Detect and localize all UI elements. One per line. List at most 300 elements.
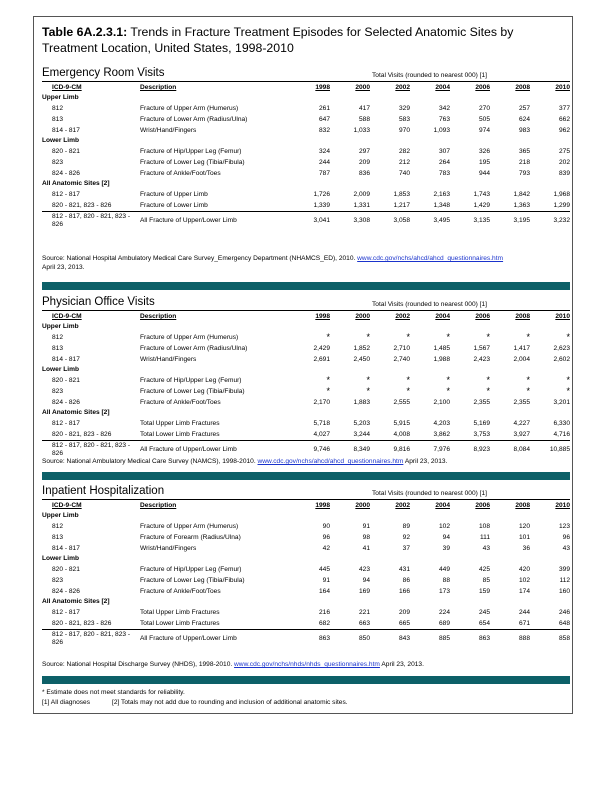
col-header-year: 2008 [515, 84, 530, 91]
value-cell: 8,349 [330, 441, 370, 460]
value-cell: 2,555 [393, 399, 410, 406]
footnote-totals: [2] Totals may not add due to rounding and inclusion of additional anatomic sites. [112, 699, 348, 706]
value-cell: 2,623 [553, 345, 570, 352]
value-cell: 307 [438, 148, 450, 155]
value-cell: 244 [518, 609, 530, 616]
row-description: Fracture of Upper Arm (Humerus) [140, 334, 239, 341]
row-description: Fracture of Hip/Upper Leg (Femur) [140, 566, 242, 573]
value-cell: 37 [402, 545, 410, 552]
value-cell: * [526, 386, 530, 396]
col-header-year: 2004 [435, 313, 450, 320]
value-cell: 329 [398, 105, 410, 112]
col-header-year: 2010 [555, 84, 570, 91]
col-header-year: 1998 [315, 84, 330, 91]
icd-code: 824 - 826 [52, 399, 80, 406]
value-cell: 221 [358, 609, 370, 616]
row-description: Fracture of Lower Limb [140, 202, 208, 209]
value-cell: 246 [558, 609, 570, 616]
value-cell: 962 [558, 127, 570, 134]
value-cell: 839 [558, 170, 570, 177]
col-header-year: 2002 [395, 502, 410, 509]
group-row [42, 511, 570, 521]
value-cell: 9,816 [370, 441, 410, 460]
value-cell: 863 [290, 630, 330, 649]
row-description: Fracture of Ankle/Foot/Toes [140, 170, 221, 177]
value-cell: 166 [398, 588, 410, 595]
table-row [42, 354, 570, 365]
icd-code: 820 - 821, 823 - 826 [52, 431, 112, 438]
value-cell: 7,976 [410, 441, 450, 460]
value-cell: 3,232 [530, 212, 570, 231]
icd-code: 814 - 817 [52, 356, 80, 363]
value-cell: 195 [478, 159, 490, 166]
value-cell: 101 [518, 534, 530, 541]
value-cell: 96 [322, 534, 330, 541]
icd-code: 812 [52, 105, 64, 112]
row-description: Wrist/Hand/Fingers [140, 545, 197, 552]
col-header-year: 2000 [355, 84, 370, 91]
value-cell: 4,008 [393, 431, 410, 438]
group-label: Upper Limb [42, 94, 79, 101]
value-cell: 2,100 [433, 399, 450, 406]
group-label: Lower Limb [42, 555, 79, 562]
value-cell: 159 [478, 588, 490, 595]
value-cell: 41 [362, 545, 370, 552]
value-cell: 624 [518, 116, 530, 123]
value-cell: 648 [558, 620, 570, 627]
group-row [42, 322, 570, 332]
value-cell: 793 [518, 170, 530, 177]
value-cell: 3,244 [353, 431, 370, 438]
value-cell: 4,227 [513, 420, 530, 427]
value-cell: * [486, 332, 490, 342]
value-cell: 689 [438, 620, 450, 627]
value-cell: 3,495 [410, 212, 450, 231]
value-cell: 10,885 [530, 441, 570, 460]
table-row [42, 332, 570, 343]
table-row [42, 189, 570, 200]
value-cell: * [526, 332, 530, 342]
group-row [42, 93, 570, 103]
value-cell: * [446, 386, 450, 396]
data-table [42, 311, 570, 459]
value-cell: 86 [402, 577, 410, 584]
icd-code: 812 - 817, 820 - 821, 823 - 826 [42, 212, 140, 231]
group-label: Upper Limb [42, 323, 79, 330]
value-cell: 1,339 [313, 202, 330, 209]
col-header-year: 2006 [475, 502, 490, 509]
value-cell: 342 [438, 105, 450, 112]
group-label: All Anatomic Sites [2] [42, 409, 110, 416]
icd-code: 814 - 817 [52, 127, 80, 134]
icd-code: 813 [52, 534, 64, 541]
icd-code: 820 - 821 [52, 566, 80, 573]
value-cell: 174 [518, 588, 530, 595]
value-cell: 5,718 [313, 420, 330, 427]
icd-code: 820 - 821, 823 - 826 [52, 620, 112, 627]
value-cell: 8,923 [450, 441, 490, 460]
value-cell: 1,852 [353, 345, 370, 352]
value-cell: 2,450 [353, 356, 370, 363]
icd-code: 823 [52, 388, 64, 395]
row-description: Total Lower Limb Fractures [140, 431, 220, 438]
value-cell: 9,746 [290, 441, 330, 460]
value-cell: 425 [478, 566, 490, 573]
value-cell: 420 [518, 566, 530, 573]
value-cell: 202 [558, 159, 570, 166]
value-cell: 763 [438, 116, 450, 123]
value-cell: 1,363 [513, 202, 530, 209]
footnote-estimate: * Estimate does not meet standards for reliability. [42, 689, 185, 696]
table-row [42, 618, 570, 630]
col-header-year: 2000 [355, 313, 370, 320]
value-cell: * [566, 375, 570, 385]
row-description: Fracture of Hip/Upper Leg (Femur) [140, 148, 242, 155]
value-cell: 1,417 [513, 345, 530, 352]
group-row [42, 597, 570, 607]
value-cell: 1,485 [433, 345, 450, 352]
section-title: Physician Office Visits [42, 296, 155, 308]
value-cell: 160 [558, 588, 570, 595]
source-link-physician-office[interactable]: www.cdc.gov/nchs/ahcd/ahcd_questionnaires.htm [257, 458, 404, 465]
value-cell: 505 [478, 116, 490, 123]
value-cell: 1,988 [433, 356, 450, 363]
value-cell: * [366, 375, 370, 385]
source-emergency-room: Source: National Hospital Ambulatory Medical Care Survey_Emergency Department (NHAMCS_ED), 2010. www.cdc.gov/nchs/ahcd/ahcd_questionnaires.htm April 23, 2013. [42, 255, 504, 271]
col-header-year: 2000 [355, 502, 370, 509]
value-cell: 3,195 [490, 212, 530, 231]
value-cell: 2,355 [513, 399, 530, 406]
value-cell: 1,567 [473, 345, 490, 352]
table-row [42, 114, 570, 125]
value-cell: 2,710 [393, 345, 410, 352]
row-description: Fracture of Upper Arm (Humerus) [140, 523, 239, 530]
col-header-year: 2002 [395, 84, 410, 91]
section-subtitle: Total Visits (rounded to nearest 000) [1] [372, 72, 487, 79]
value-cell: 39 [442, 545, 450, 552]
icd-code: 820 - 821 [52, 148, 80, 155]
col-header-year: 2006 [475, 313, 490, 320]
row-description: Fracture of Lower Leg (Tibia/Fibula) [140, 388, 245, 395]
value-cell: 2,423 [473, 356, 490, 363]
value-cell: 832 [318, 127, 330, 134]
value-cell: 445 [318, 566, 330, 573]
table-row [42, 343, 570, 354]
table-header-row [42, 500, 570, 511]
table-header-row [42, 82, 570, 93]
value-cell: * [446, 375, 450, 385]
value-cell: 3,753 [473, 431, 490, 438]
col-header-year: 2010 [555, 313, 570, 320]
row-description: Fracture of Lower Leg (Tibia/Fibula) [140, 159, 245, 166]
group-row [42, 365, 570, 375]
section-divider-bar [42, 676, 570, 684]
row-description: Total Lower Limb Fractures [140, 620, 220, 627]
icd-code: 813 [52, 345, 64, 352]
table-row [42, 386, 570, 397]
value-cell: 850 [330, 630, 370, 649]
icd-code: 812 - 817 [52, 609, 80, 616]
value-cell: 2,602 [553, 356, 570, 363]
table-row [42, 586, 570, 597]
icd-code: 812 [52, 334, 64, 341]
value-cell: 94 [362, 577, 370, 584]
icd-code: 824 - 826 [52, 588, 80, 595]
value-cell: 974 [478, 127, 490, 134]
value-cell: 92 [402, 534, 410, 541]
section-title: Inpatient Hospitalization [42, 485, 165, 497]
col-header-description: Description [140, 502, 177, 509]
value-cell: 663 [358, 620, 370, 627]
icd-code: 824 - 826 [52, 170, 80, 177]
value-cell: * [486, 375, 490, 385]
icd-code: 813 [52, 116, 64, 123]
value-cell: 365 [518, 148, 530, 155]
value-cell: 4,027 [313, 431, 330, 438]
value-cell: * [526, 375, 530, 385]
source-link-inpatient[interactable]: www.cdc.gov/nchs/nhds/nhds_questionnaires.htm [234, 661, 380, 668]
value-cell: 257 [518, 105, 530, 112]
col-header-year: 2008 [515, 502, 530, 509]
value-cell: 324 [318, 148, 330, 155]
value-cell: 85 [482, 577, 490, 584]
table-row [42, 157, 570, 168]
col-header-year: 2006 [475, 84, 490, 91]
value-cell: 326 [478, 148, 490, 155]
value-cell: 843 [370, 630, 410, 649]
value-cell: 2,355 [473, 399, 490, 406]
value-cell: * [326, 375, 330, 385]
value-cell: 102 [518, 577, 530, 584]
value-cell: 43 [482, 545, 490, 552]
icd-code: 812 - 817, 820 - 821, 823 - 826 [42, 441, 140, 460]
value-cell: 112 [559, 577, 570, 584]
value-cell: 2,170 [313, 399, 330, 406]
value-cell: 89 [402, 523, 410, 530]
value-cell: 88 [442, 577, 450, 584]
row-description: Fracture of Forearm (Radius/Ulna) [140, 534, 241, 541]
col-header-description: Description [140, 84, 177, 91]
value-cell: 120 [518, 523, 530, 530]
table-row [42, 543, 570, 554]
col-header-year: 2004 [435, 502, 450, 509]
table-row [42, 212, 570, 231]
value-cell: 885 [410, 630, 450, 649]
value-cell: 423 [358, 566, 370, 573]
source-link-emergency-room[interactable]: www.cdc.gov/nchs/ahcd/ahcd_questionnaires.htm [357, 255, 504, 262]
value-cell: 1,093 [433, 127, 450, 134]
table-row [42, 375, 570, 386]
value-cell: 98 [362, 534, 370, 541]
value-cell: 212 [398, 159, 410, 166]
group-label: Lower Limb [42, 366, 79, 373]
icd-code: 823 [52, 159, 64, 166]
col-header-year: 2004 [435, 84, 450, 91]
group-label: Lower Limb [42, 137, 79, 144]
value-cell: 209 [358, 159, 370, 166]
value-cell: 264 [438, 159, 450, 166]
value-cell: 2,429 [313, 345, 330, 352]
value-cell: 970 [398, 127, 410, 134]
value-cell: * [446, 332, 450, 342]
row-description: Total Upper Limb Fractures [140, 420, 220, 427]
value-cell: 5,169 [473, 420, 490, 427]
value-cell: 111 [479, 534, 490, 541]
row-description: Fracture of Lower Leg (Tibia/Fibula) [140, 577, 245, 584]
value-cell: 2,004 [513, 356, 530, 363]
group-row [42, 554, 570, 564]
value-cell: 4,716 [553, 431, 570, 438]
value-cell: 90 [322, 523, 330, 530]
value-cell: 431 [398, 566, 410, 573]
table-row [42, 521, 570, 532]
section-title: Emergency Room Visits [42, 67, 165, 79]
group-row [42, 136, 570, 146]
value-cell: * [486, 386, 490, 396]
value-cell: 297 [358, 148, 370, 155]
value-cell: 282 [398, 148, 410, 155]
value-cell: 417 [358, 105, 370, 112]
value-cell: 123 [558, 523, 570, 530]
source-physician-office: Source: National Ambulatory Medical Care Survey (NAMCS), 1998-2010. www.cdc.gov/nchs/ahcd/ahcd_questionnaires.htm April 23, 2013. [42, 458, 448, 465]
value-cell: 783 [438, 170, 450, 177]
value-cell: 1,429 [473, 202, 490, 209]
value-cell: 3,058 [370, 212, 410, 231]
value-cell: 245 [478, 609, 490, 616]
value-cell: 1,217 [393, 202, 410, 209]
value-cell: 4,203 [433, 420, 450, 427]
table-row [42, 532, 570, 543]
value-cell: 1,743 [473, 191, 490, 198]
value-cell: 671 [518, 620, 530, 627]
value-cell: 863 [450, 630, 490, 649]
table-row [42, 564, 570, 575]
row-description: Fracture of Ankle/Foot/Toes [140, 399, 221, 406]
table-row [42, 418, 570, 429]
col-header-description: Description [140, 313, 177, 320]
value-cell: 209 [398, 609, 410, 616]
value-cell: 91 [362, 523, 370, 530]
row-description: Wrist/Hand/Fingers [140, 127, 197, 134]
value-cell: 983 [518, 127, 530, 134]
value-cell: 888 [490, 630, 530, 649]
value-cell: 3,862 [433, 431, 450, 438]
row-description: Total Upper Limb Fractures [140, 609, 220, 616]
col-header-year: 2002 [395, 313, 410, 320]
row-description: Fracture of Lower Arm (Radius/Ulna) [140, 116, 248, 123]
table-header-row [42, 311, 570, 322]
value-cell: 1,726 [313, 191, 330, 198]
value-cell: 1,968 [553, 191, 570, 198]
value-cell: 5,203 [353, 420, 370, 427]
value-cell: 1,331 [353, 202, 370, 209]
value-cell: 2,163 [433, 191, 450, 198]
value-cell: 3,308 [330, 212, 370, 231]
value-cell: 108 [478, 523, 490, 530]
value-cell: 173 [438, 588, 450, 595]
value-cell: 449 [438, 566, 450, 573]
col-header-year: 1998 [315, 502, 330, 509]
value-cell: 662 [558, 116, 570, 123]
table-row [42, 429, 570, 441]
table-row [42, 630, 570, 649]
col-header-icd: ICD-9-CM [52, 313, 82, 320]
section-subtitle: Total Visits (rounded to nearest 000) [1] [372, 490, 487, 497]
value-cell: 399 [558, 566, 570, 573]
value-cell: 275 [558, 148, 570, 155]
group-label: All Anatomic Sites [2] [42, 180, 110, 187]
value-cell: 858 [530, 630, 570, 649]
table-row [42, 200, 570, 212]
value-cell: * [366, 386, 370, 396]
footnote-all-diagnoses: [1] All diagnoses [42, 699, 91, 706]
col-header-year: 1998 [315, 313, 330, 320]
row-description: Fracture of Hip/Upper Leg (Femur) [140, 377, 242, 384]
value-cell: 6,330 [553, 420, 570, 427]
section-subtitle: Total Visits (rounded to nearest 000) [1] [372, 301, 487, 308]
group-row [42, 179, 570, 189]
row-description: Fracture of Upper Arm (Humerus) [140, 105, 239, 112]
icd-code: 812 - 817 [52, 191, 80, 198]
icd-code: 820 - 821 [52, 377, 80, 384]
value-cell: 740 [398, 170, 410, 177]
icd-code: 812 [52, 523, 64, 530]
section-emergency-room [42, 66, 570, 230]
value-cell: 654 [478, 620, 490, 627]
value-cell: 164 [318, 588, 330, 595]
value-cell: 1,853 [393, 191, 410, 198]
value-cell: 5,915 [393, 420, 410, 427]
value-cell: 224 [438, 609, 450, 616]
value-cell: 377 [558, 105, 570, 112]
value-cell: 665 [398, 620, 410, 627]
value-cell: * [326, 332, 330, 342]
value-cell: * [326, 386, 330, 396]
group-label: All Anatomic Sites [2] [42, 598, 110, 605]
table-row [42, 103, 570, 114]
icd-code: 814 - 817 [52, 545, 80, 552]
value-cell: * [406, 386, 410, 396]
value-cell: 588 [358, 116, 370, 123]
value-cell: 8,084 [490, 441, 530, 460]
col-header-icd: ICD-9-CM [52, 502, 82, 509]
value-cell: 583 [398, 116, 410, 123]
value-cell: 1,883 [353, 399, 370, 406]
col-header-year: 2008 [515, 313, 530, 320]
value-cell: 3,201 [553, 399, 570, 406]
row-description: All Fracture of Upper/Lower Limb [140, 212, 290, 231]
value-cell: 2,740 [393, 356, 410, 363]
value-cell: 1,033 [353, 127, 370, 134]
table-row [42, 575, 570, 586]
value-cell: 836 [358, 170, 370, 177]
value-cell: 270 [478, 105, 490, 112]
value-cell: 216 [318, 609, 330, 616]
value-cell: 96 [562, 534, 570, 541]
page-title: Table 6A.2.3.1: Trends in Fracture Treatment Episodes for Selected Anatomic Sites by Treatment Location, United States, 1998-2010 [42, 25, 514, 55]
value-cell: 261 [318, 105, 330, 112]
value-cell: * [406, 375, 410, 385]
table-row [42, 146, 570, 157]
value-cell: 43 [562, 545, 570, 552]
value-cell: 42 [322, 545, 330, 552]
col-header-year: 2010 [555, 502, 570, 509]
row-description: Fracture of Lower Arm (Radius/Ulna) [140, 345, 248, 352]
value-cell: * [366, 332, 370, 342]
table-row [42, 607, 570, 618]
icd-code: 812 - 817, 820 - 821, 823 - 826 [42, 630, 140, 649]
value-cell: * [566, 386, 570, 396]
